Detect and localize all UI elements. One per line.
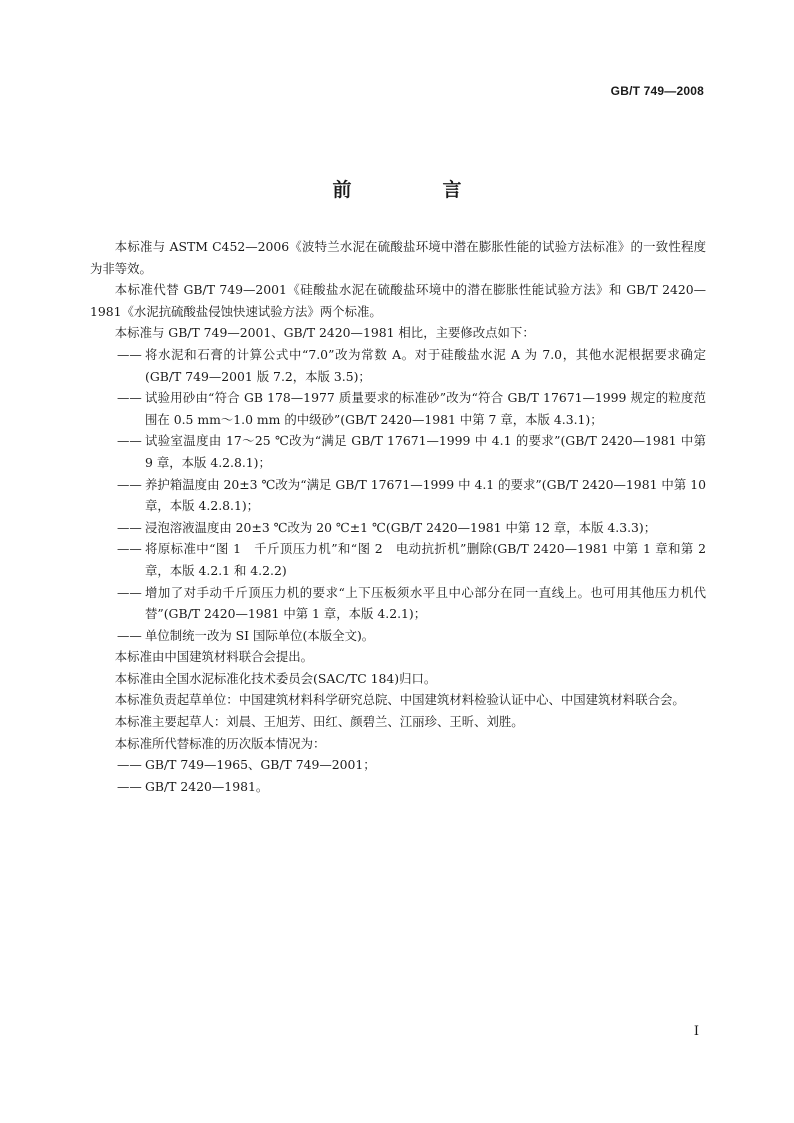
change-item: [90, 517, 706, 539]
dash-marker: ——: [117, 584, 142, 600]
change-item-text: 单位制统一改为 SI 国际单位(本版全文)。: [145, 627, 375, 643]
paragraph-drafters: 本标准主要起草人：刘晨、王旭芳、田红、颜碧兰、江丽珍、王昕、刘胜。: [114, 714, 524, 730]
change-item-text: 试验室温度由 17～25 ℃改为“满足 GB/T 17671—1999 中 4.1 的要求”(GB/T 2420—1981 中第 9 章，本版 4.2.8.1)；: [145, 433, 706, 470]
paragraph-replaces: 本标准代替 GB/T 749—2001《硅酸盐水泥在硫酸盐环境中的潜在膨胀性能试验方法》和 GB/T 2420—1981《水泥抗硫酸盐侵蚀快速试验方法》两个标准。: [90, 282, 706, 319]
change-item-text: 将水泥和石膏的计算公式中“7.0”改为常数 A。对于硅酸盐水泥 A 为 7.0，其他水泥根据要求确定(GB/T 749—2001 版 7.2，本版 3.5)；: [145, 346, 706, 384]
dash-marker: ——: [117, 433, 142, 449]
history-item-text: GB/T 2420—1981。: [145, 778, 269, 794]
dash-marker: ——: [117, 346, 142, 362]
standard-code: GB/T 749—2008: [610, 84, 704, 98]
change-item: [90, 538, 706, 581]
dash-marker: ——: [117, 757, 142, 773]
change-item-text: 养护箱温度由 20±3 ℃改为“满足 GB/T 17671—1999 中 4.1 的要求”(GB/T 2420—1981 中第 10 章，本版 4.2.8.1)；: [145, 476, 706, 514]
paragraph-equivalence: 本标准与 ASTM C452—2006《波特兰水泥在硫酸盐环境中潜在膨胀性能的试验方法标准》的一致性程度为非等效。: [90, 239, 706, 276]
change-item: [90, 387, 706, 430]
change-item-text: 增加了对手动千斤顶压力机的要求“上下压板须水平且中心部分在同一直线上。也可用其他压力机代替”(GB/T 2420—1981 中第 1 章，本版 4.2.1)；: [145, 584, 706, 622]
history-item: [90, 776, 706, 798]
foreword-body: [90, 236, 706, 797]
change-item: [90, 625, 706, 647]
paragraph-centralized-by: 本标准由全国水泥标准化技术委员会(SAC/TC 184)归口。: [114, 670, 437, 686]
history-item-text: GB/T 749—1965、GB/T 749—2001；: [145, 757, 376, 773]
paragraph-history-intro: 本标准所代替标准的历次版本情况为：: [114, 735, 326, 751]
change-item: [90, 430, 706, 473]
change-item: [90, 474, 706, 517]
paragraph-proposed-by: 本标准由中国建筑材料联合会提出。: [114, 649, 314, 665]
page-number: I: [693, 1024, 699, 1039]
paragraph-changes-intro: 本标准与 GB/T 749—2001、GB/T 2420—1981 相比，主要修改点如下：: [114, 325, 535, 341]
dash-marker: ——: [117, 519, 142, 535]
dash-marker: ——: [117, 627, 142, 643]
change-item-text: 试验用砂由“符合 GB 178—1977 质量要求的标准砂”改为“符合 GB/T 17671—1999 规定的粒度范围在 0.5 mm～1.0 mm 的中级砂”(GB/T 2420—1981 中第 7 章，本版 4.3.1)；: [145, 390, 706, 427]
paragraph-drafting-units: 本标准负责起草单位：中国建筑材料科学研究总院、中国建筑材料检验认证中心、中国建筑材料联合会。: [114, 692, 685, 708]
dash-marker: ——: [117, 390, 142, 406]
change-item-text: 将原标准中“图 1 千斤顶压力机”和“图 2 电动抗折机”删除(GB/T 2420—1981 中第 1 章和第 2 章，本版 4.2.1 和 4.2.2): [145, 541, 706, 578]
dash-marker: ——: [117, 778, 142, 794]
change-item: [90, 344, 706, 387]
history-item: [90, 754, 706, 776]
dash-marker: ——: [117, 476, 142, 492]
dash-marker: ——: [117, 541, 142, 557]
change-item: [90, 582, 706, 625]
page-title: 前 言: [332, 179, 498, 201]
change-item-text: 浸泡溶液温度由 20±3 ℃改为 20 ℃±1 ℃(GB/T 2420—1981 中第 12 章，本版 4.3.3)；: [145, 519, 657, 535]
